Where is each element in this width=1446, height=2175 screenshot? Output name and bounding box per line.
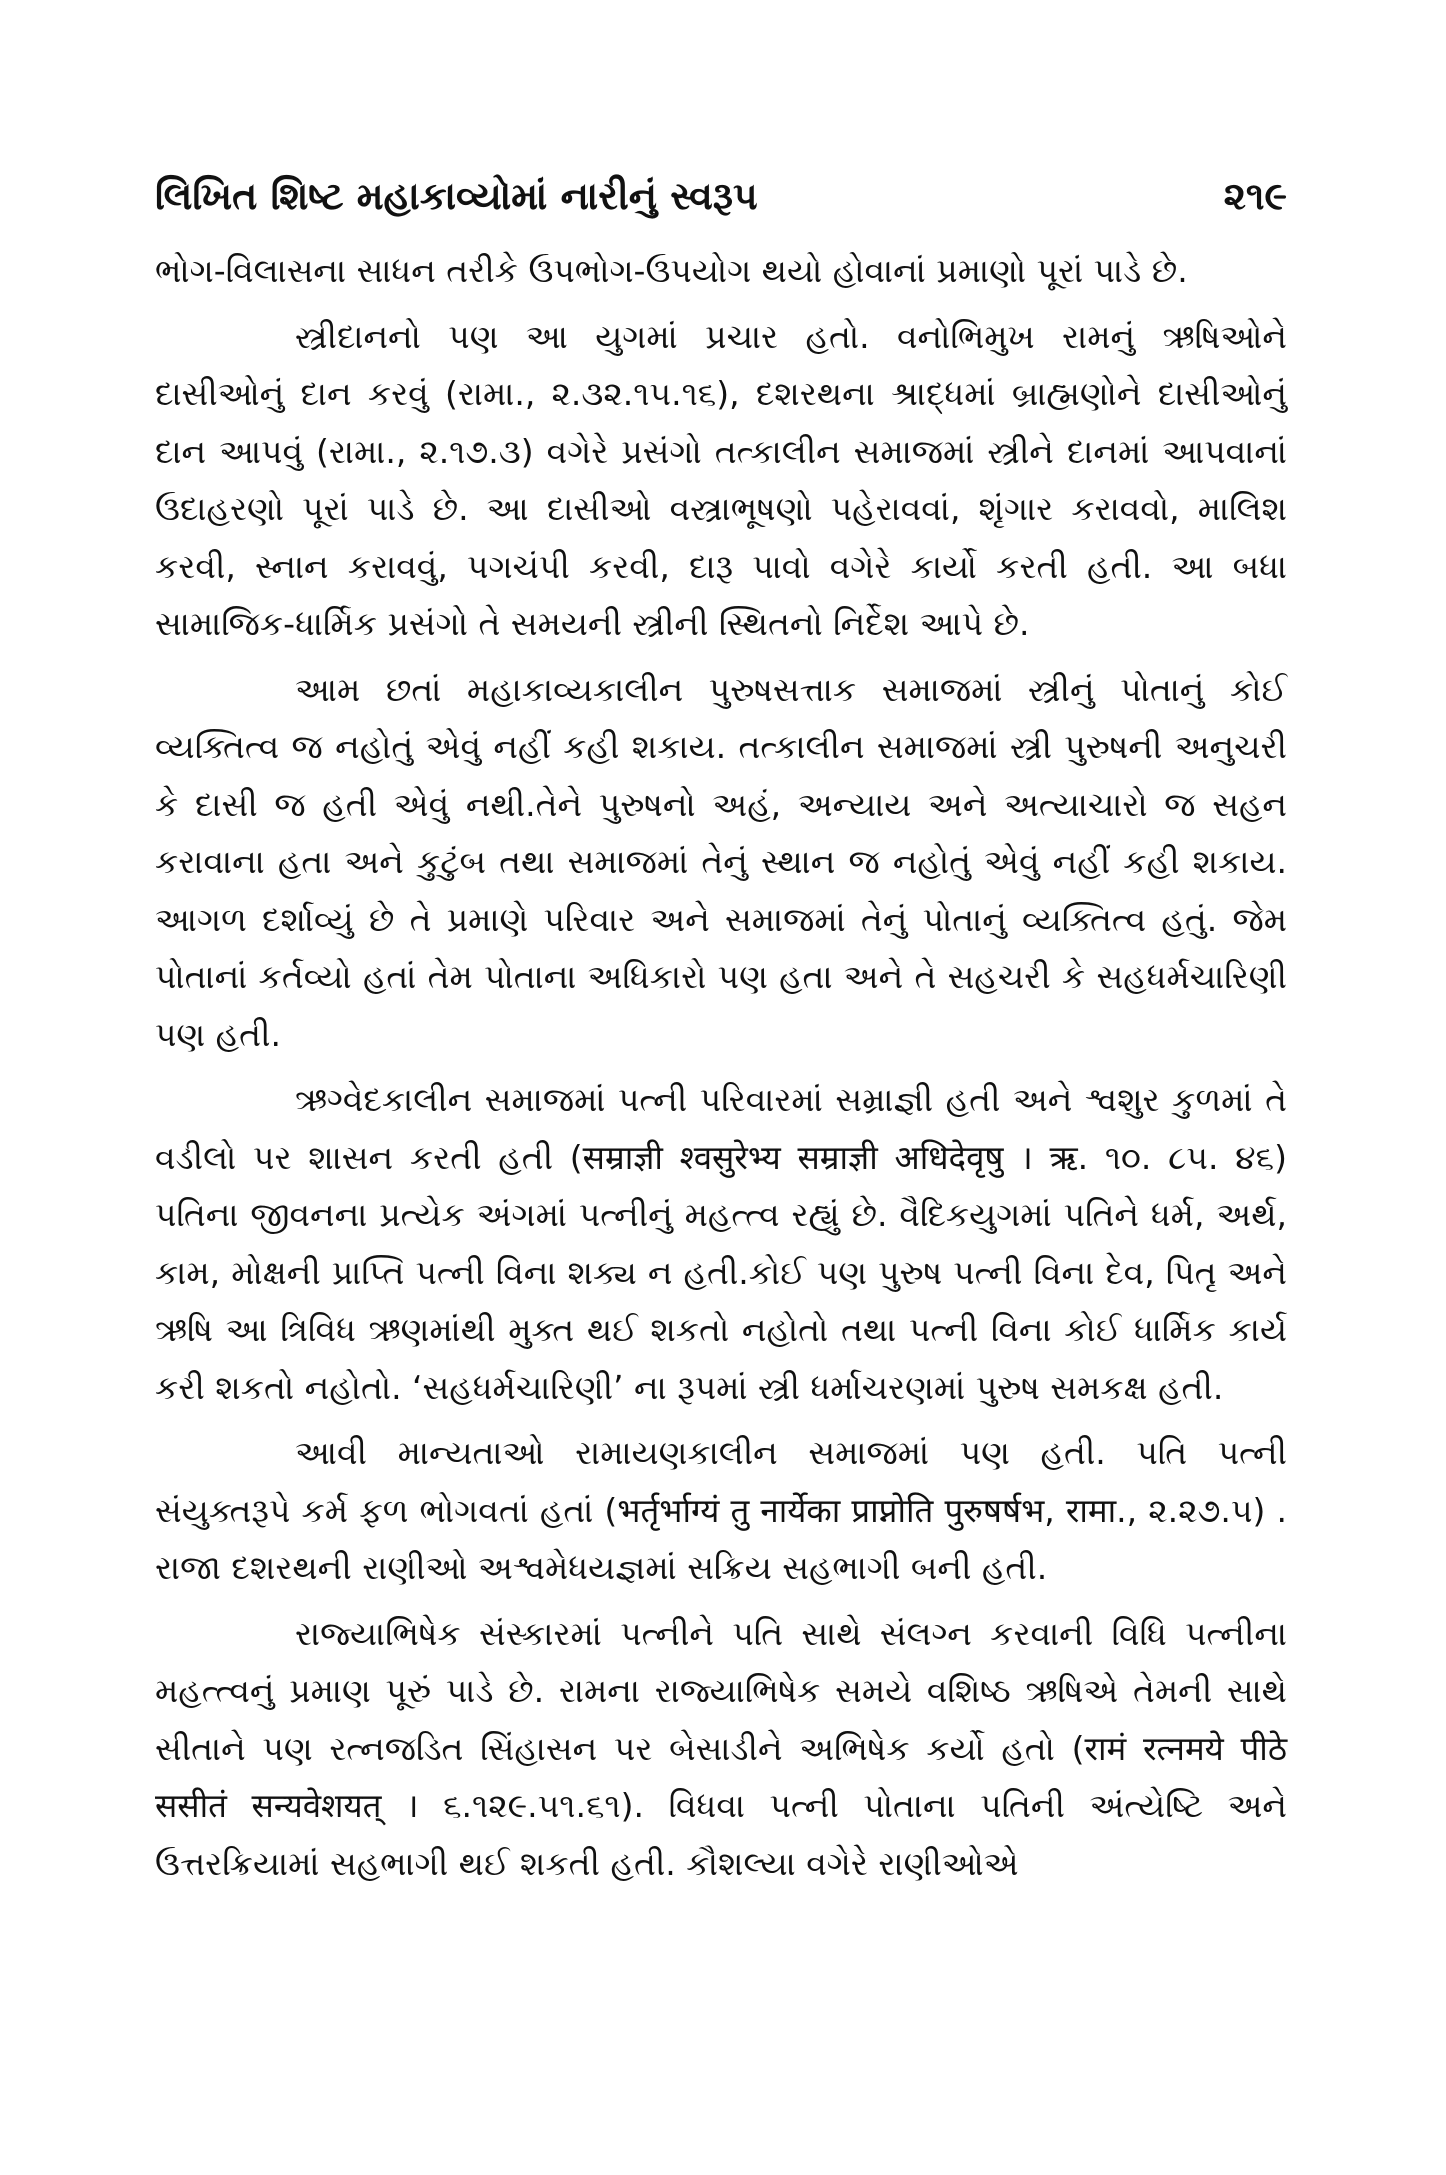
paragraph: આમ છતાં મહાકાવ્યકાલીન પુરુષસત્તાક સમાજમાં સ્ત્રીનું પોતાનું કોઈ વ્યક્તિત્વ જ નહોતું એવું નહીં કહી શકાય. તત્કાલીન સમાજમાં સ્ત્રી પુરુષની અનુચરી કે દાસી જ હતી એવું નથી.તેને પુરુષનો અહં, અન્યાય અને અત્યાચારો જ સહન કરાવાના હતા અને કુટુંબ તથા સમાજમાં તેનું સ્થાન જ નહોતું એવું નહીં કહી શકાય. આગળ દર્શાવ્યું છે તે પ્રમાણે પરિવાર અને સમાજમાં તેનું પોતાનું વ્યક્તિત્વ હતું. જેમ પોતાનાં કર્તવ્યો હતાં તેમ પોતાના અધિકારો પણ હતા અને તે સહચરી કે સહધર્મચારિણી પણ હતી.	[155, 669, 1287, 1054]
running-title: લિખિત શિષ્ટ મહાકાવ્યોમાં નારીનું સ્વરૂપ	[155, 174, 758, 218]
running-header	[155, 172, 1287, 220]
page-number: ૨૧૯	[1223, 174, 1287, 218]
paragraph: રાજ્યાભિષેક સંસ્કારમાં પત્નીને પતિ સાથે સંલગ્ન કરવાની વિધિ પત્નીના મહત્ત્વનું પ્રમાણ પૂરું પાડે છે. રામના રાજ્યાભિષેક સમયે વશિષ્ઠ ઋષિએ તેમની સાથે સીતાને પણ રત્નજડિત સિંહાસન પર બેસાડીને અભિષેક કર્યો હતો (रामं रत्नमये पीठे ससीतं सन्यवेशयत् । ૬.૧૨૯.૫૧.૬૧). વિધવા પત્ની પોતાના પતિની અંત્યેષ્ટિ અને ઉત્તરક્રિયામાં સહભાગી થઈ શકતી હતી. કૌશલ્યા વગેરે રાણીઓએ	[155, 1613, 1287, 1883]
body-text	[155, 242, 1287, 1892]
paragraph: આવી માન્યતાઓ રામાયણકાલીન સમાજમાં પણ હતી. પતિ પત્ની સંયુક્તરૂપે કર્મ ફળ ભોગવતાં હતાં (भर्तृर्भाग्यं तु नार्येका प्राप्नोति पुरुषर्षभ, रामा., ૨.૨૭.૫) . રાજા દશરથની રાણીઓ અશ્વમેધયજ્ઞમાં સક્રિય સહભાગી બની હતી.	[155, 1433, 1287, 1587]
book-page	[155, 172, 1287, 1900]
paragraph-continued: ભોગ-વિલાસના સાધન તરીકે ઉપભોગ-ઉપયોગ થયો હોવાનાં પ્રમાણો પૂરાં પાડે છે.	[155, 251, 1188, 290]
paragraph: ઋગ્વેદકાલીન સમાજમાં પત્ની પરિવારમાં સમ્રાજ્ઞી હતી અને શ્વશુર કુળમાં તે વડીલો પર શાસન કરતી હતી (सम्राज्ञी श्वसुरेभ्य सम्राज्ञी अधिदेवृषु । ऋ. ૧૦. ૮૫. ૪૬) પતિના જીવનના પ્રત્યેક અંગમાં પત્નીનું મહત્ત્વ રહ્યું છે. વૈદિકયુગમાં પતિને ધર્મ, અર્થ, કામ, મોક્ષની પ્રાપ્તિ પત્ની વિના શક્ય ન હતી.કોઈ પણ પુરુષ પત્ની વિના દેવ, પિતૃ અને ઋષિ આ ત્રિવિધ ઋણમાંથી મુક્ત થઈ શકતો નહોતો તથા પત્ની વિના કોઈ ધાર્મિક કાર્ય કરી શકતો નહોતો. ‘સહધર્મચારિણી’ ના રૂપમાં સ્ત્રી ધર્માચરણમાં પુરુષ સમકક્ષ હતી.	[155, 1080, 1287, 1407]
paragraph: સ્ત્રીદાનનો પણ આ યુગમાં પ્રચાર હતો. વનોભિમુખ રામનું ઋષિઓને દાસીઓનું દાન કરવું (રામા., ૨.૩૨.૧૫.૧૬), દશરથના શ્રાદ્ધમાં બ્રાહ્મણોને દાસીઓનું દાન આપવું (રામા., ૨.૧૭.૩) વગેરે પ્રસંગો તત્કાલીન સમાજમાં સ્ત્રીને દાનમાં આપવાનાં ઉદાહરણો પૂરાં પાડે છે. આ દાસીઓ વસ્ત્રાભૂષણો પહેરાવવાં, શૃંગાર કરાવવો, માલિશ કરવી, સ્નાન કરાવવું, પગચંપી કરવી, દારૂ પાવો વગેરે કાર્યો કરતી હતી. આ બધા સામાજિક-ધાર્મિક પ્રસંગો તે સમયની સ્ત્રીની સ્થિતનો નિર્દેશ આપે છે.	[155, 316, 1287, 643]
